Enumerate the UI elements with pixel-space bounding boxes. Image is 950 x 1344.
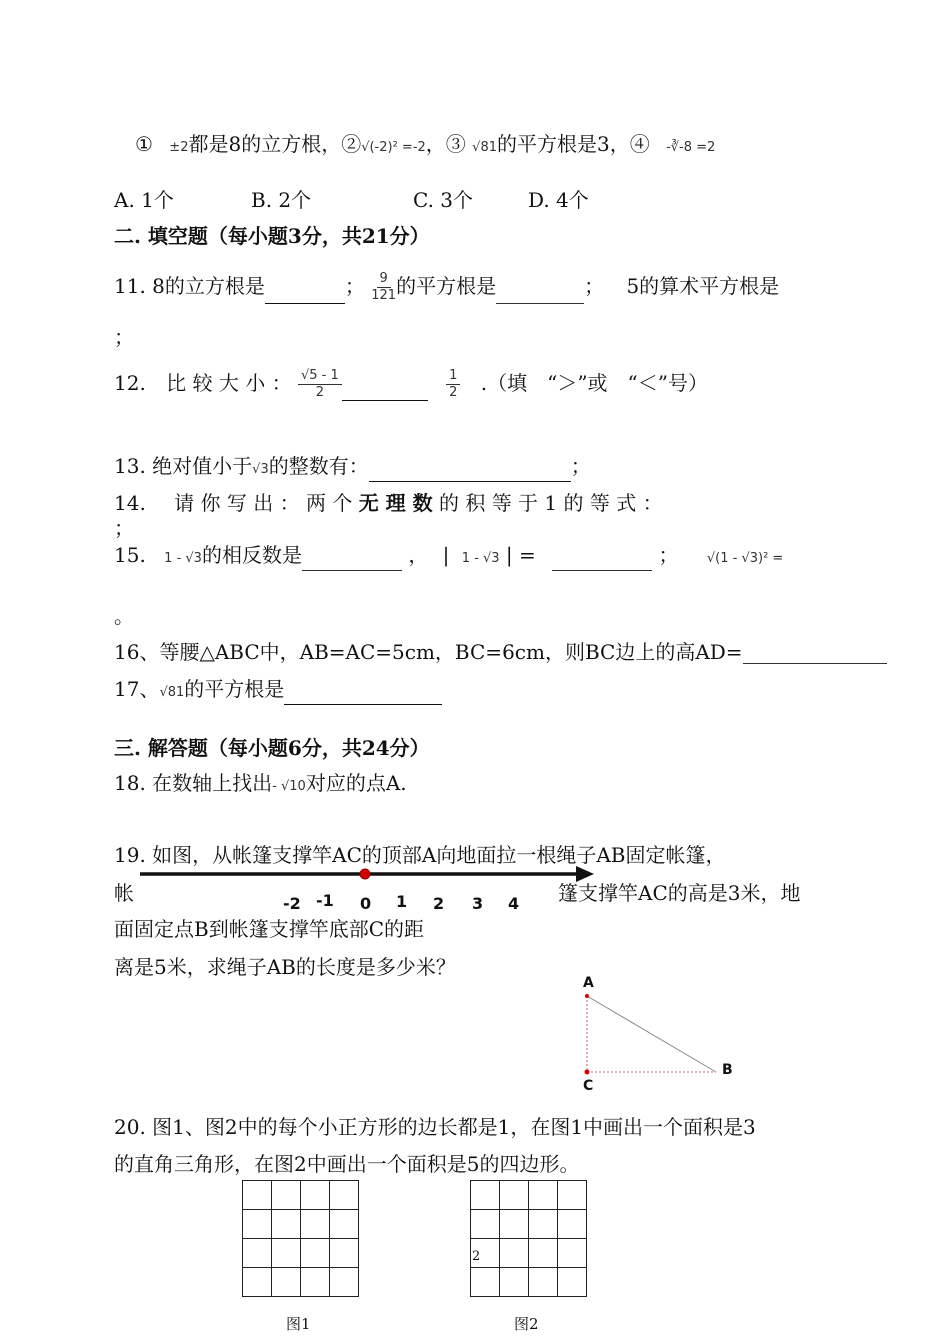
q14-end: ； (114, 516, 134, 540)
q16 (114, 640, 887, 664)
label-a: A (583, 975, 594, 991)
q11 (114, 271, 779, 304)
q16-text: 16、等腰△ABC中，AB=AC=5cm，BC=6cm，则BC边上的高AD= (114, 640, 743, 664)
q15-comma: ， (408, 543, 429, 567)
q19-line-3: 面固定点B到帐篷支撑竿底部C的距 (114, 917, 424, 941)
q18 (114, 771, 407, 799)
option-d: D. 4个 (528, 188, 589, 212)
q13 (114, 454, 591, 482)
tick-label-neg1: -1 (316, 891, 334, 910)
expr-1-minus-sqrt3-abs: 1 - √3 (461, 551, 500, 566)
q10-statements (135, 132, 715, 160)
frac-num: √5 - 1 (298, 368, 342, 385)
q11-blank-2[interactable] (496, 283, 584, 304)
tent-triangle-figure (576, 976, 736, 1086)
tick-label-2: 2 (433, 894, 445, 913)
expr-sqrt-neg2-squared: √(-2)² =-2 (361, 140, 426, 155)
q10-text-3: 的平方根是3，④ (496, 132, 650, 156)
q15-number: 15. (114, 543, 146, 567)
q11-trailing-semicolon: ； (114, 325, 134, 349)
caption-figure-1: 图1 (286, 1315, 311, 1333)
fraction-sqrt5-minus-1-over-2 (298, 368, 342, 401)
plus-minus-two: ±2 (169, 140, 189, 155)
q10-options (114, 188, 589, 212)
expr-neg-cuberoot: -∛-8 =2 (666, 140, 716, 155)
q11-blank-1[interactable] (265, 283, 345, 304)
q14-number: 14. (114, 491, 146, 515)
tick-label-4: 4 (508, 894, 520, 913)
q15-text-1: 的相反数是 (201, 543, 302, 567)
q11-text-2: 的平方根是 (396, 274, 497, 298)
q13-blank[interactable] (369, 461, 571, 482)
q14-text-2: 的 积 等 于 1 的 等 式 ： (438, 491, 663, 515)
option-c: C. 3个 (413, 188, 474, 212)
arrowhead-icon (576, 866, 594, 882)
tick-label-0: 0 (360, 894, 372, 913)
expr-sqrt-81-q17: √81 (159, 685, 185, 700)
q15-blank-1[interactable] (302, 550, 402, 571)
q20-line-2: 的直角三角形，在图2中画出一个面积是5的四边形。 (114, 1152, 580, 1176)
grid-figure-1[interactable] (242, 1180, 359, 1297)
frac-den: 2 (449, 385, 458, 400)
q11-text-3: 5的算术平方根是 (626, 274, 780, 298)
q16-blank[interactable] (743, 643, 887, 664)
q13-end: ； (570, 454, 591, 478)
tick-label-1: 1 (396, 892, 408, 911)
q20-line-1: 20. 图1、图2中的每个小正方形的边长都是1，在图1中画出一个面积是3 (114, 1115, 756, 1139)
frac-den: 121 (371, 288, 397, 303)
q19-line-2b: 篷支撑竿AC的高是3米，地 (558, 881, 801, 905)
q12-text-2: .（填 “＞”或 “＜”号） (480, 371, 709, 395)
q13-text-2: 的整数有： (268, 454, 369, 478)
option-b: B. 2个 (251, 188, 312, 212)
q15-abs-bar-right: | (505, 543, 513, 567)
q17-blank[interactable] (284, 684, 442, 705)
q15-blank-2[interactable] (552, 550, 652, 571)
option-a: A. 1个 (114, 188, 174, 212)
q14 (114, 491, 663, 515)
origin-point (360, 869, 370, 879)
q12 (114, 368, 708, 401)
frac-num: 9 (377, 271, 391, 288)
q15-equals: = (519, 543, 536, 567)
expr-1-minus-sqrt3: 1 - √3 (164, 551, 202, 566)
q11-text-1: 11. 8的立方根是 (114, 274, 265, 298)
q12-number: 12. (114, 371, 146, 395)
label-b: B (722, 1062, 733, 1078)
q17 (114, 677, 442, 705)
q11-semi-2: ； (584, 274, 605, 298)
q15-semi: ； (658, 543, 679, 567)
tick-label-3: 3 (472, 894, 484, 913)
expr-sqrt-81: √81 (472, 140, 497, 155)
label-c: C (583, 1078, 594, 1090)
q14-text-1: 请 你 写 出 ： 两 个 (174, 491, 353, 515)
expr-sqrt-1-minus-sqrt3-squared: √(1 - √3)² = (706, 551, 784, 566)
q18-text-2: 对应的点A. (305, 771, 407, 795)
q12-text-1: 比 较 大 小 ： (166, 371, 292, 395)
caption-figure-2: 图2 (514, 1315, 539, 1333)
q15-abs-bar-left: | (442, 543, 450, 567)
q14-bold-irrational: 无 理 数 (358, 491, 433, 515)
q12-blank[interactable] (342, 380, 428, 401)
q18-text-1: 18. 在数轴上找出 (114, 771, 273, 795)
point-c (585, 1070, 590, 1075)
tick-label-neg2: -2 (283, 894, 301, 913)
expr-neg-sqrt10: - √10 (272, 779, 306, 794)
circle-one: ① (135, 132, 153, 156)
fraction-9-121 (371, 271, 396, 304)
grid-figure-2[interactable] (470, 1180, 587, 1297)
q19-line-2a: 帐 (114, 881, 134, 905)
expr-sqrt-3: √3 (252, 462, 269, 477)
q10-text-2: ，③ (425, 132, 466, 156)
q19-line-1: 19. 如图，从帐篷支撑竿AC的顶部A向地面拉一根绳子AB固定帐篷， (114, 843, 726, 867)
number-line (138, 860, 598, 890)
q13-text-1: 13. 绝对值小于 (114, 454, 253, 478)
q15 (114, 543, 783, 571)
segment-ab (587, 996, 716, 1072)
grid2-mark: 2 (472, 1249, 481, 1264)
q17-text: 的平方根是 (184, 677, 285, 701)
frac-den: 2 (315, 385, 324, 400)
q10-text-1: 都是8的立方根，② (188, 132, 362, 156)
frac-num: 1 (446, 368, 460, 385)
section-3-heading: 三. 解答题（每小题6分，共24分） (114, 736, 430, 760)
fraction-one-half (446, 368, 460, 401)
section-2-heading: 二. 填空题（每小题3分，共21分） (114, 224, 430, 248)
point-a (585, 994, 589, 998)
q15-end: 。 (114, 604, 134, 628)
q11-semi-1: ； (344, 274, 365, 298)
q19-line-4: 离是5米，求绳子AB的长度是多少米？ (114, 955, 456, 979)
q17-number: 17、 (114, 677, 160, 701)
